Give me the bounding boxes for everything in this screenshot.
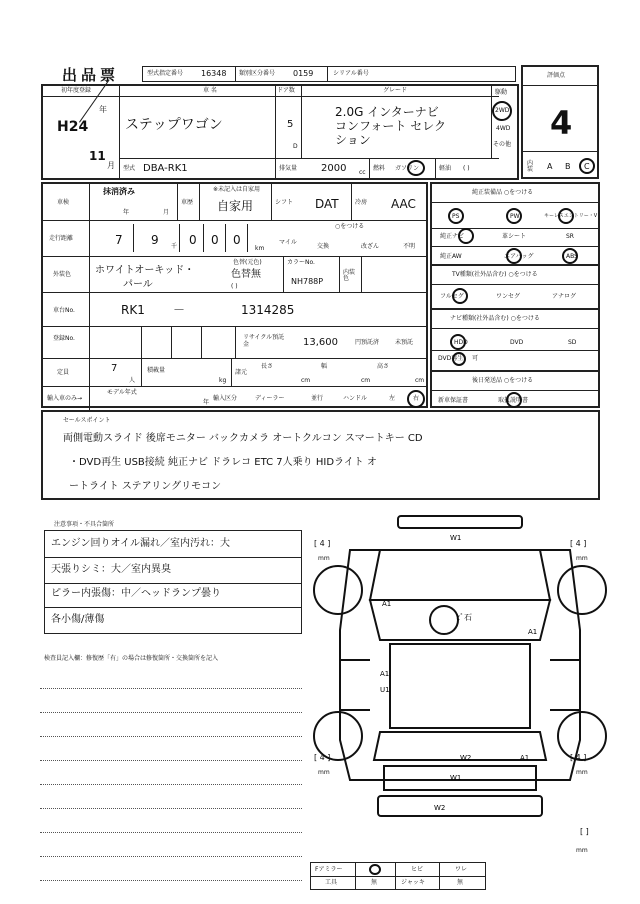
mileage-mile: マイル <box>279 239 297 246</box>
after-manual: 取扱説明書 <box>498 397 529 404</box>
import-dealer: ディーラー <box>255 395 285 402</box>
chassis-dash: － <box>173 303 186 317</box>
chassis-label: 車台No. <box>53 307 75 314</box>
doors-label: ドア数 <box>277 87 295 94</box>
notes-label: 注意事項・不具合箇所 <box>54 521 115 528</box>
shift-value: DAT <box>315 197 339 211</box>
interior-c-circle <box>579 158 595 174</box>
footer-tool-value: 無 <box>371 879 378 886</box>
tv-title: TV種類(社外品含む) ○をつける <box>452 271 538 278</box>
mileage-d2: 9 <box>151 233 159 247</box>
equip-airbag: エアバッグ <box>504 253 534 260</box>
mileage-d3: 0 <box>189 233 197 247</box>
tire-rl-unit: mm <box>318 769 330 776</box>
recycle-opt2: 未預託 <box>395 339 414 346</box>
label-right-a1: A1 <box>528 628 538 636</box>
dims-width: 幅 <box>321 363 328 370</box>
nav-hdd: HDD <box>454 339 468 346</box>
mileage-d4: 0 <box>211 233 219 247</box>
chassis-number: 1314285 <box>241 303 295 317</box>
dims-length: 長さ <box>261 363 274 370</box>
equip-abs: ABS <box>566 253 578 260</box>
interior-c: C <box>584 162 590 171</box>
car-name-value: ステップワゴン <box>125 117 223 133</box>
label-rear-w1: W1 <box>450 774 462 782</box>
shift-label: シフト <box>275 199 294 206</box>
note-2: 天張りシミ：大／室内異臭 <box>51 564 171 575</box>
footer-mirror-label: Fアミラー <box>315 866 343 873</box>
nav-sd: SD <box>568 339 577 346</box>
fuel-circle <box>407 160 425 176</box>
label-hood-a1: A1 <box>382 600 392 608</box>
history-value: 自家用 <box>217 199 254 213</box>
car-name-label: 車 名 <box>203 87 217 94</box>
sales-point-line3: ートライト ステアリングリモコン <box>69 481 222 492</box>
paint-paren: ( ) <box>231 283 238 290</box>
serial-label: シリアル番号 <box>333 70 369 77</box>
tire-rr: [ 4 ] <box>570 753 587 762</box>
dims-length-unit: cm <box>301 377 311 384</box>
handle-label: ハンドル <box>343 395 368 402</box>
model-year-label: モデル年式 <box>107 389 137 396</box>
recycle-opt1: 円預託済 <box>355 339 380 346</box>
drive-2wd-circle <box>492 101 512 121</box>
tire-rl: [ 4 ] <box>314 753 331 762</box>
first-reg-era: H24 <box>57 119 89 135</box>
note-1: エンジン回りオイル漏れ／室内汚れ：大 <box>51 538 230 549</box>
equipment-title: 純正装備品 ○をつける <box>472 189 534 196</box>
grade-label: グレード <box>383 87 408 94</box>
equip-ps: PS <box>452 213 460 220</box>
label-left-u1: U1 <box>380 686 390 694</box>
reg-label: 登録No. <box>53 335 75 342</box>
tire-spare-unit: mm <box>576 847 588 854</box>
capacity-value: 7 <box>111 363 118 374</box>
sales-point-label: セールスポイント <box>63 417 111 424</box>
tire-fl: [ 4 ] <box>314 539 331 548</box>
score-box <box>521 65 599 179</box>
dvd-label: DVD再生 <box>438 355 464 362</box>
handle-left: 左 <box>389 395 396 402</box>
drive-4wd: 4WD <box>496 125 511 132</box>
car-damage-diagram <box>310 510 640 840</box>
sales-point-line1: 両側電動スライド 後席モニター バックカメラ オートクルコン スマートキー CD <box>63 433 423 444</box>
sales-point-box <box>41 410 600 500</box>
mileage-label: 走行距離 <box>49 235 74 242</box>
interior-a: A <box>547 162 553 171</box>
label-rear-a1: A1 <box>520 754 530 762</box>
vehicle-info-box <box>41 84 519 180</box>
nav-dvd: DVD <box>510 339 524 346</box>
model-value: DBA-RK1 <box>143 163 188 174</box>
tv-one: ワンセグ <box>496 293 521 300</box>
color-value2: パール <box>123 279 153 290</box>
tire-rr-unit: mm <box>576 769 588 776</box>
model-label: 型式 <box>123 165 136 172</box>
equip-pw: PW <box>510 213 520 220</box>
inspection-label: 車検 <box>57 199 70 206</box>
equip-keyless: キーレスエントリー・V <box>544 213 598 219</box>
import-label: 輸入車のみ→ <box>47 395 83 402</box>
footer-spare-value: 無 <box>457 879 464 886</box>
fuel-paren: ( ) <box>463 165 470 172</box>
color-code-label: カラーNo. <box>287 259 315 266</box>
grade-line3: ション <box>335 133 371 147</box>
paint-value: 色替無 <box>231 269 261 280</box>
interior-label: 内装 <box>527 160 534 173</box>
drive-other: その他 <box>493 141 512 148</box>
equip-navi: 純正ナビ <box>440 233 465 240</box>
history-note: ※未記入は自家用 <box>213 186 261 193</box>
tv-analog: アナログ <box>552 293 577 300</box>
mileage-note: ○をつける <box>335 223 365 230</box>
label-left-a1: A1 <box>380 670 390 678</box>
doors-suffix: D <box>293 143 298 150</box>
paint-label: 色替(元色) <box>233 259 262 266</box>
handle-right-circle <box>407 390 425 408</box>
grade-line1: 2.0G インターナビ <box>335 105 439 119</box>
mileage-d1: 7 <box>115 233 123 247</box>
type-code-label: 型式指定番号 <box>147 70 184 77</box>
dims-height-unit: cm <box>415 377 425 384</box>
dims-label: 諸元 <box>235 369 248 376</box>
doors-value: 5 <box>287 119 294 130</box>
capacity-label: 定員 <box>57 369 70 376</box>
displacement-label: 排気量 <box>279 165 298 172</box>
inspection-value: 抹消済み <box>103 187 135 196</box>
score-value: 4 <box>550 104 573 142</box>
footer-mirror-circle <box>369 864 381 875</box>
light-oil-label: 軽油 <box>439 165 452 172</box>
type-code-value: 16348 <box>201 69 227 78</box>
note-3: ピラー内張傷：中／ヘッドランプ曇り <box>51 588 221 599</box>
dvd-value: 可 <box>472 355 479 362</box>
header-fields-box <box>142 66 516 82</box>
history-label: 車歴 <box>181 199 194 206</box>
footer-table <box>310 862 486 890</box>
recycle-value: 13,600 <box>303 337 338 348</box>
capacity-unit: 人 <box>129 377 136 384</box>
inspection-month: 月 <box>163 209 170 216</box>
footer-crack-label: ヒビ <box>411 866 424 873</box>
label-windshield: ﾋﾞ石 <box>456 613 472 622</box>
mileage-sep: 千 <box>171 243 178 250</box>
score-label: 評価点 <box>547 72 566 79</box>
drive-2wd: 2WD <box>495 107 510 114</box>
first-reg-slash <box>79 79 110 122</box>
nav-title: ナビ種類(社外品含む) ○をつける <box>450 315 540 322</box>
import-parallel: 並行 <box>311 395 324 402</box>
load-label: 積載量 <box>147 367 166 374</box>
mileage-unit: km <box>255 245 265 252</box>
footer-jack-label: ジャッキ <box>401 879 425 886</box>
inspection-year: 年 <box>123 209 130 216</box>
tv-full: フルセグ <box>440 293 464 300</box>
tire-fr: [ 4 ] <box>570 539 587 548</box>
recycle-label: リサイクル預託金 <box>243 334 285 349</box>
first-reg-label: 初年度登録 <box>61 87 92 94</box>
equip-sr: SR <box>566 233 574 240</box>
ac-value: AAC <box>391 197 416 211</box>
label-front-w1: W1 <box>450 534 462 542</box>
dims-height: 高さ <box>377 363 390 370</box>
import-year: 年 <box>203 399 210 406</box>
tire-spare: [ ] <box>580 827 589 836</box>
mileage-change: 改ざん <box>361 243 380 250</box>
tire-fr-unit: mm <box>576 555 588 562</box>
first-reg-year-suffix: 年 <box>99 105 107 114</box>
load-unit: kg <box>219 377 227 384</box>
equipment-box <box>430 182 600 408</box>
equip-aw: 純正AW <box>440 253 462 260</box>
spec-box <box>41 182 428 408</box>
equip-leather: 革シート <box>502 233 527 240</box>
label-rear-glass-w2: W2 <box>460 754 472 762</box>
mileage-unknown: 不明 <box>403 243 416 250</box>
notes-box <box>44 530 302 634</box>
class-code-value: 0159 <box>293 69 314 78</box>
inspector-label: 検査員記入欄：修復歴「有」の場合は修復箇所・交換箇所を記入 <box>44 655 219 662</box>
tire-fl-unit: mm <box>318 555 330 562</box>
after-title: 後日発送品 ○をつける <box>472 377 534 384</box>
mileage-d5: 0 <box>233 233 241 247</box>
class-code-label: 類別区分番号 <box>239 70 276 77</box>
label-bumper-w2: W2 <box>434 804 446 812</box>
color-label: 外装色 <box>53 271 72 278</box>
interior-b: B <box>565 162 571 171</box>
drive-label: 駆動 <box>495 89 508 96</box>
import-cat-label: 輸入区分 <box>213 395 238 402</box>
color-value1: ホワイトオーキッド・ <box>95 265 195 276</box>
footer-tool-label: 工具 <box>325 879 338 886</box>
fuel-value: ガソリン <box>395 165 420 172</box>
color-code-value: NH788P <box>291 277 324 286</box>
fuel-label: 燃料 <box>373 165 386 172</box>
sales-point-line2: ・DVD再生 USB接続 純正ナビ ドラレコ ETC 7人乗り HIDライト オ <box>69 457 377 468</box>
chassis-prefix: RK1 <box>121 303 145 317</box>
ac-label: 冷房 <box>355 199 368 206</box>
note-4: 各小傷/薄傷 <box>51 614 105 625</box>
mileage-swap: 交換 <box>317 243 330 250</box>
first-reg-month: 11 <box>89 149 106 163</box>
int-color-label: 内装色 <box>343 269 356 282</box>
handle-right: 右 <box>413 395 420 402</box>
footer-crack2-label: ワレ <box>455 866 468 873</box>
page-title: 出品票 <box>62 66 120 84</box>
after-warranty: 新車保証書 <box>438 397 469 404</box>
dims-width-unit: cm <box>361 377 371 384</box>
displacement-unit: cc <box>359 169 366 176</box>
displacement-value: 2000 <box>321 163 347 174</box>
first-reg-month-suffix: 月 <box>107 161 115 170</box>
grade-line2: コンフォート セレク <box>335 119 446 133</box>
